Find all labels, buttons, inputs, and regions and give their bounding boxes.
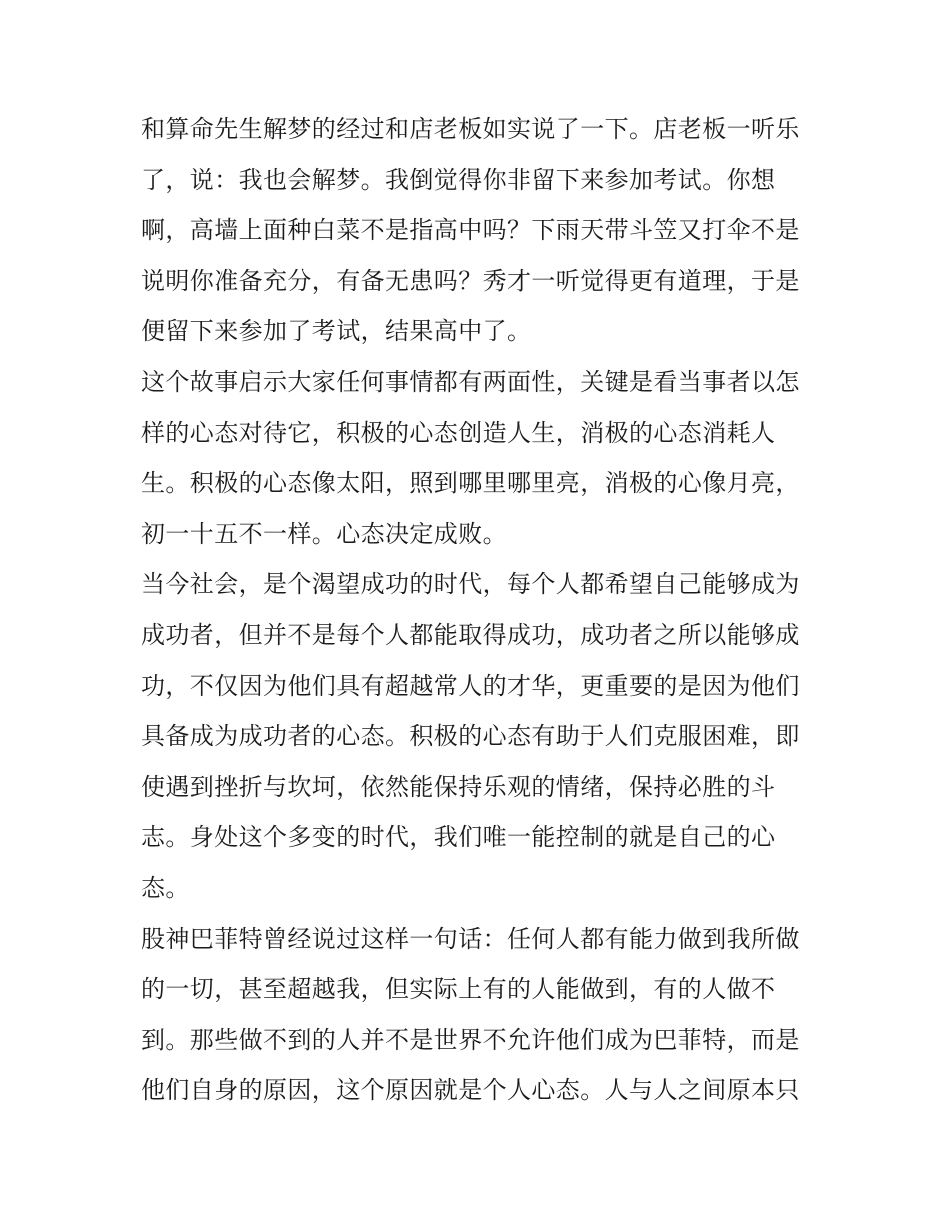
text-line: 当今社会，是个渴望成功的时代，每个人都希望自己能够成为 [141, 570, 800, 599]
text-line: 股神巴菲特曾经说过这样一句话：任何人都有能力做到我所做 [141, 924, 800, 953]
text-line: 了，说：我也会解梦。我倒觉得你非留下来参加考试。你想 [141, 165, 776, 194]
text-line: 的一切，甚至超越我，但实际上有的人能做到，有的人做不 [141, 975, 776, 1004]
text-line: 和算命先生解梦的经过和店老板如实说了一下。店老板一听乐 [141, 115, 800, 143]
text-line: 使遇到挫折与坎坷，依然能保持乐观的情绪，保持必胜的斗 [141, 772, 776, 801]
text-line: 这个故事启示大家任何事情都有两面性，关键是看当事者以怎 [141, 367, 800, 396]
text-line: 到。那些做不到的人并不是世界不允许他们成为巴菲特，而是 [141, 1025, 800, 1054]
document-body [141, 104, 821, 1116]
text-line: 成功者，但并不是每个人都能取得成功，成功者之所以能够成 [141, 620, 800, 649]
text-line: 说明你准备充分，有备无患吗？秀才一听觉得更有道理，于是 [141, 266, 800, 295]
text-line: 态。 [141, 873, 190, 902]
text-line: 样的心态对待它，积极的心态创造人生，消极的心态消耗人 [141, 418, 776, 447]
text-line: 具备成为成功者的心态。积极的心态有助于人们克服困难，即 [141, 722, 800, 751]
text-line: 便留下来参加了考试，结果高中了。 [141, 317, 532, 346]
text-line: 志。身处这个多变的时代，我们唯一能控制的就是自己的心 [141, 823, 776, 852]
text-line: 初一十五不一样。心态决定成败。 [141, 519, 507, 548]
text-line: 生。积极的心态像太阳，照到哪里哪里亮，消极的心像月亮， [141, 469, 800, 498]
text-line: 啊，高墙上面种白菜不是指高中吗？下雨天带斗笠又打伞不是 [141, 216, 800, 245]
text-line: 他们自身的原因，这个原因就是个人心态。人与人之间原本只 [141, 1076, 800, 1105]
text-line: 功，不仅因为他们具有超越常人的才华，更重要的是因为他们 [141, 671, 800, 700]
